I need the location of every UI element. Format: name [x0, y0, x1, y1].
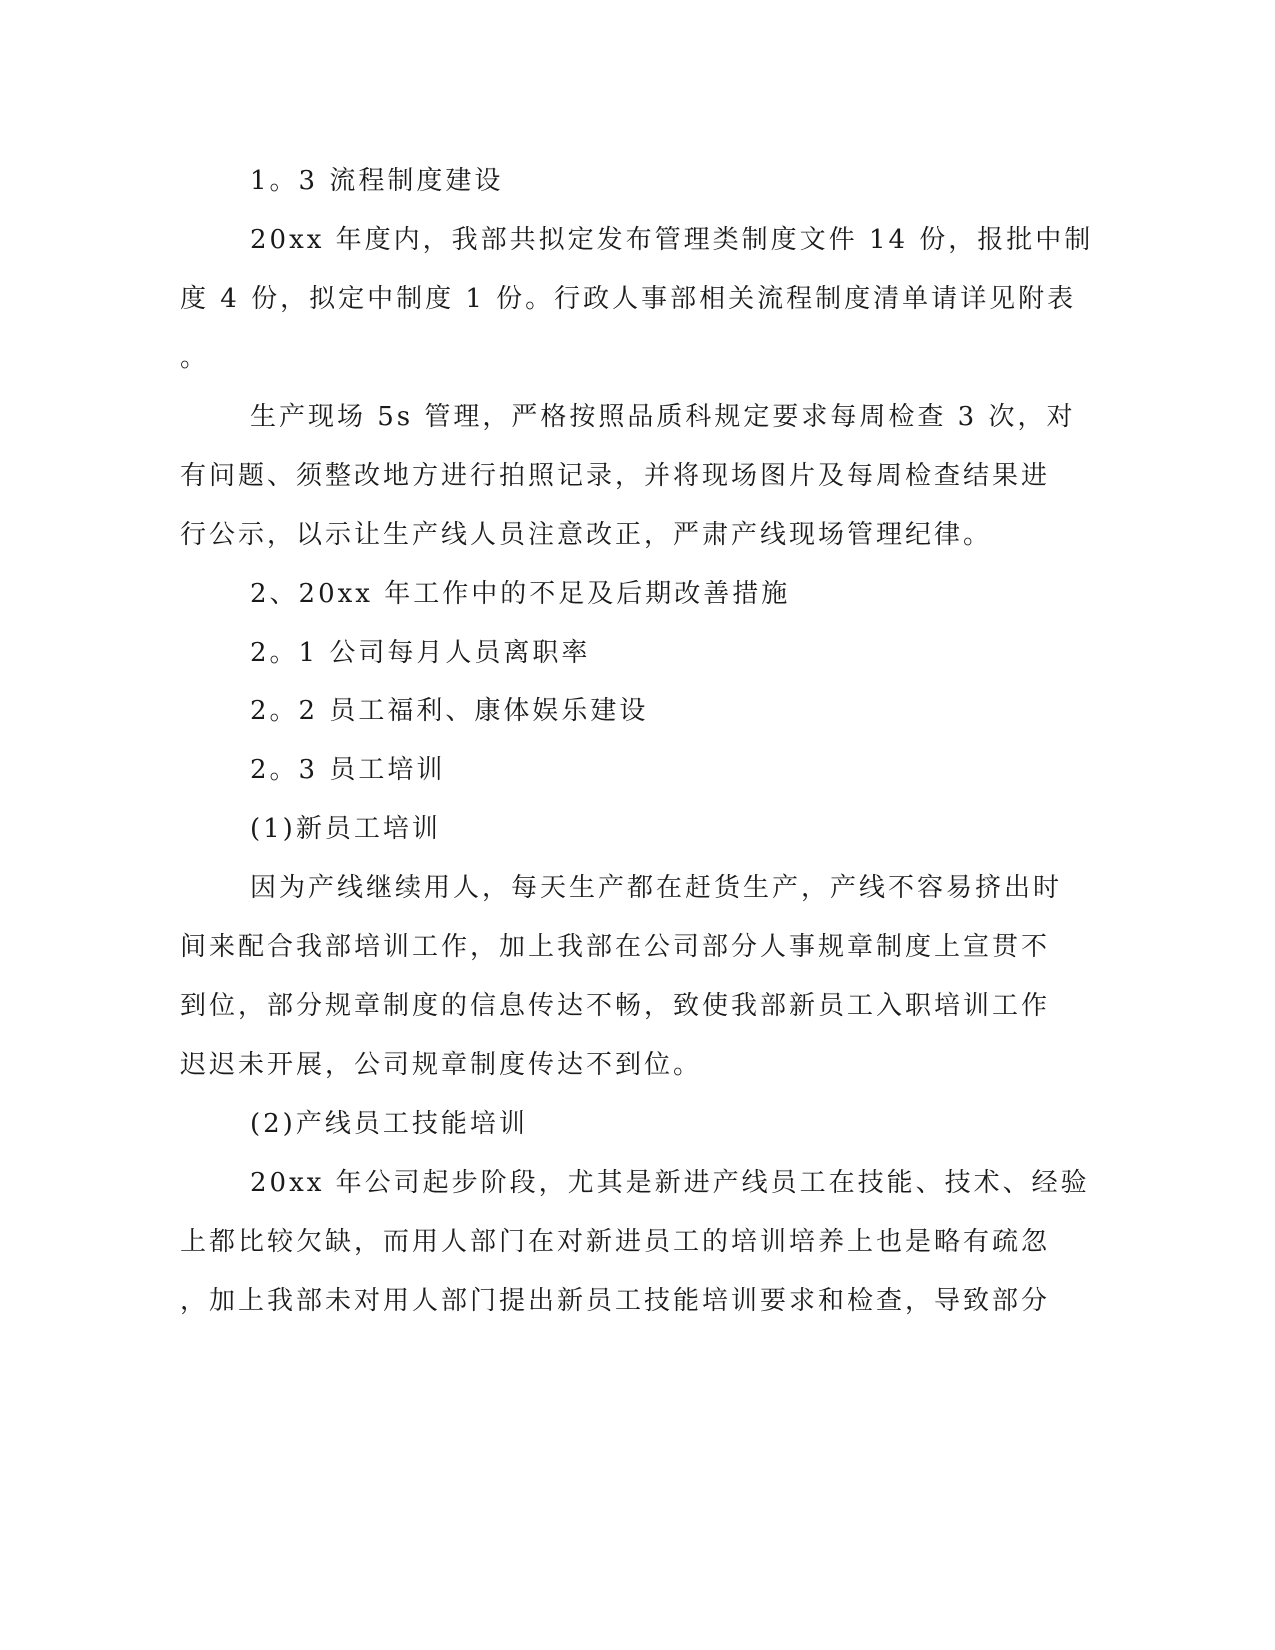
paragraph-line: 因为产线继续用人，每天生产都在赶货生产，产线不容易挤出时 — [250, 873, 1063, 903]
section-heading-2: 2、20xx 年工作中的不足及后期改善措施 — [250, 579, 791, 609]
section-heading-2-3: 2。3 员工培训 — [250, 755, 446, 785]
section-heading-1-3: 1。3 流程制度建设 — [250, 166, 504, 196]
subheading-skill-training: (2)产线员工技能培训 — [250, 1109, 528, 1139]
paragraph-line: ，加上我部未对用人部门提出新员工技能培训要求和检查，导致部分 — [180, 1286, 1051, 1316]
section-heading-2-2: 2。2 员工福利、康体娱乐建设 — [250, 696, 649, 726]
paragraph-line: 行公示，以示让生产线人员注意改正，严肃产线现场管理纪律。 — [180, 520, 993, 550]
paragraph-line: 间来配合我部培训工作，加上我部在公司部分人事规章制度上宣贯不 — [180, 932, 1051, 962]
paragraph-line: 。 — [180, 343, 210, 373]
paragraph-line: 有问题、须整改地方进行拍照记录，并将现场图片及每周检查结果进 — [180, 461, 1051, 491]
subheading-new-employee-training: (1)新员工培训 — [250, 814, 441, 844]
paragraph-line: 20xx 年公司起步阶段，尤其是新进产线员工在技能、技术、经验 — [250, 1168, 1090, 1198]
paragraph-line: 生产现场 5s 管理，严格按照品质科规定要求每周检查 3 次，对 — [250, 402, 1076, 432]
section-heading-2-1: 2。1 公司每月人员离职率 — [250, 638, 591, 668]
paragraph-line: 上都比较欠缺，而用人部门在对新进员工的培训培养上也是略有疏忽 — [180, 1227, 1051, 1257]
paragraph-line: 度 4 份，拟定中制度 1 份。行政人事部相关流程制度清单请详见附表 — [180, 284, 1077, 314]
paragraph-line: 20xx 年度内，我部共拟定发布管理类制度文件 14 份，报批中制 — [250, 225, 1094, 255]
paragraph-line: 到位，部分规章制度的信息传达不畅，致使我部新员工入职培训工作 — [180, 991, 1051, 1021]
paragraph-line: 迟迟未开展，公司规章制度传达不到位。 — [180, 1050, 703, 1080]
